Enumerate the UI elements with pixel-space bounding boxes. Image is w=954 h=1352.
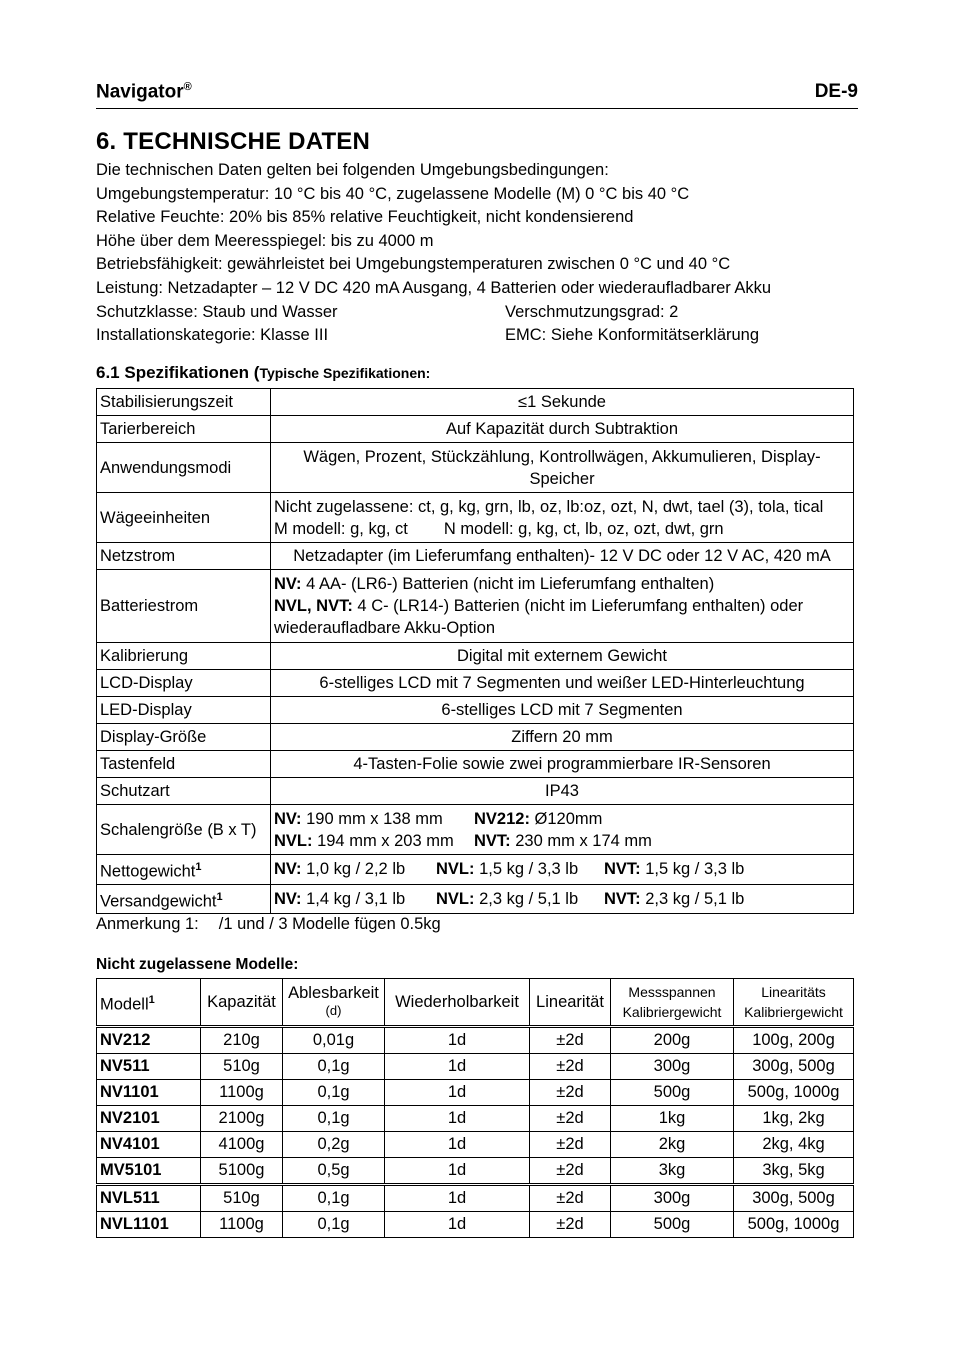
spec-row [97,416,854,443]
spec-value: 6-stelliges LCD mit 7 Segmenten und weißer LED-Hinterleuchtung [271,670,854,697]
spec-value: Wägen, Prozent, Stückzählung, Kontrollwägen, Akkumulieren, Display-Speicher [271,443,854,493]
intro-pair-left: Installationskategorie: Klasse III [96,326,329,345]
spec-key: Tarierbereich [97,416,271,443]
spec-row [97,697,854,724]
cell: 1d [385,1027,530,1054]
model-name: NVL511 [97,1185,201,1212]
col-kapazitaet: Kapazität [201,979,283,1027]
cell: ±2d [530,1185,611,1212]
cell: 2100g [201,1106,283,1132]
intro-line: Umgebungstemperatur: 10 °C bis 40 °C, zugelassene Modelle (M) 0 °C bis 40 °C [96,184,690,203]
table-row [97,1158,854,1185]
intro-line: Leistung: Netzadapter – 12 V DC 420 mA Ausgang, 4 Batterien oder wiederaufladbarer Akku [96,278,772,297]
cell: 100g, 200g [734,1027,854,1054]
cell: 510g [201,1054,283,1080]
cell: 1100g [201,1212,283,1238]
spec-key: LCD-Display [97,670,271,697]
intro-pair-left: Schutzklasse: Staub und Wasser [96,302,338,321]
table-row [97,1054,854,1080]
spec-key: Schutzart [97,778,271,805]
intro-pair-right: Verschmutzungsgrad: 2 [505,302,679,321]
spec-key: Kalibrierung [97,643,271,670]
spec-table [96,388,854,914]
spec-row [97,724,854,751]
environment-conditions [96,159,858,348]
col-wiederholbarkeit: Wiederholbarkeit [385,979,530,1027]
cell: 0,1g [283,1080,385,1106]
cell: 500g [611,1080,734,1106]
header-product-name: Navigator® [96,81,192,103]
cell: 1d [385,1132,530,1158]
table-row [97,1106,854,1132]
intro-line: Höhe über dem Meeresspiegel: bis zu 4000 m [96,231,434,250]
spec-row [97,670,854,697]
models-heading: Nicht zugelassene Modelle: [96,956,299,973]
spec-key: Anwendungsmodi [97,443,271,493]
spec-row [97,855,854,885]
cell: 510g [201,1185,283,1212]
cell: 4100g [201,1132,283,1158]
spec-key: Batteriestrom [97,570,271,643]
cell: ±2d [530,1027,611,1054]
cell: 500g [611,1212,734,1238]
cell: ±2d [530,1106,611,1132]
cell: 3kg [611,1158,734,1185]
spec-value: NV: 1,4 kg / 3,1 lb NVL: 2,3 kg / 5,1 lb NVT: 2,3 kg / 5,1 lb [271,884,854,914]
spec-value: IP43 [271,778,854,805]
cell: ±2d [530,1212,611,1238]
table-row [97,1080,854,1106]
cell: 5100g [201,1158,283,1185]
cell: 1d [385,1158,530,1185]
col-modell: Modell$^1$ [97,979,201,1027]
model-name: NVL1101 [97,1212,201,1238]
spec-row [97,643,854,670]
col-messspannen: Messspannen Kalibriergewicht [611,979,734,1027]
page-header [96,80,858,109]
spec-row [97,389,854,416]
model-name: NV2101 [97,1106,201,1132]
cell: 1d [385,1054,530,1080]
spec-row [97,543,854,570]
col-linearitaet: Linearität [530,979,611,1027]
cell: 300g [611,1185,734,1212]
intro-pair [96,301,858,325]
cell: ±2d [530,1080,611,1106]
spec-key: Wägeeinheiten [97,493,271,543]
intro-pair [96,324,858,348]
cell: 0,1g [283,1054,385,1080]
cell: 0,1g [283,1106,385,1132]
cell: 500g, 1000g [734,1080,854,1106]
spec-value: Netzadapter (im Lieferumfang enthalten)- 12 V DC oder 12 V AC, 420 mA [271,543,854,570]
cell: ±2d [530,1158,611,1185]
table-row [97,1185,854,1212]
col-ablesbarkeit: Ablesbarkeit (d) [283,979,385,1027]
model-name: NV4101 [97,1132,201,1158]
cell: 0,1g [283,1212,385,1238]
models-header-row [97,979,854,1027]
cell: 3kg, 5kg [734,1158,854,1185]
cell: ±2d [530,1132,611,1158]
spec-value: NV: 4 AA- (LR6-) Batterien (nicht im Lieferumfang enthalten) NVL, NVT: 4 C- (LR14-) Batterien (nicht im Lieferumfang enthalten) oder wiederaufladbare Akku-Option [271,570,854,643]
header-page-number: DE-9 [814,81,858,102]
model-name: NV511 [97,1054,201,1080]
intro-pair-right: EMC: Siehe Konformitätserklärung [505,326,760,345]
cell: 1kg, 2kg [734,1106,854,1132]
spec-value: Digital mit externem Gewicht [271,643,854,670]
spec-row [97,805,854,855]
cell: 2kg, 4kg [734,1132,854,1158]
cell: 500g, 1000g [734,1212,854,1238]
spec-value: 4-Tasten-Folie sowie zwei programmierbare IR-Sensoren [271,751,854,778]
footnote: Anmerkung 1: /1 und / 3 Modelle fügen 0.5kg [96,915,441,933]
cell: 200g [611,1027,734,1054]
models-table [96,978,854,1238]
spec-key: LED-Display [97,697,271,724]
table-row [97,1212,854,1238]
spec-value: 6-stelliges LCD mit 7 Segmenten [271,697,854,724]
spec-row [97,570,854,643]
table-row [97,1132,854,1158]
spec-key: Schalengröße (B x T) [97,805,271,855]
spec-key: Tastenfeld [97,751,271,778]
intro-line: Relative Feuchte: 20% bis 85% relative Feuchtigkeit, nicht kondensierend [96,208,634,227]
spec-key: Nettogewicht$^1$ [97,855,271,885]
spec-value: Nicht zugelassene: ct, g, kg, grn, lb, oz, lb:oz, ozt, N, dwt, tael (3), tola, tical M modell: g, kg, ct N modell: g, kg, ct, lb, oz, ozt, dwt, grn [271,493,854,543]
spec-row [97,493,854,543]
spec-value: Auf Kapazität durch Subtraktion [271,416,854,443]
col-linearitaets-kalibrier: Linearitäts Kalibriergewicht [734,979,854,1027]
cell: 300g, 500g [734,1185,854,1212]
cell: 1d [385,1212,530,1238]
spec-key: Stabilisierungszeit [97,389,271,416]
spec-heading: 6.1 Spezifikationen (Typische Spezifikationen: [96,363,431,382]
cell: 300g, 500g [734,1054,854,1080]
spec-row [97,443,854,493]
cell: ±2d [530,1054,611,1080]
spec-value: ≤1 Sekunde [271,389,854,416]
table-row [97,1027,854,1054]
cell: 0,1g [283,1185,385,1212]
spec-value: NV: 1,0 kg / 2,2 lb NVL: 1,5 kg / 3,3 lb NVT: 1,5 kg / 3,3 lb [271,855,854,885]
spec-value: Ziffern 20 mm [271,724,854,751]
cell: 300g [611,1054,734,1080]
cell: 210g [201,1027,283,1054]
spec-key: Netzstrom [97,543,271,570]
model-name: NV212 [97,1027,201,1054]
section-title: 6. TECHNISCHE DATEN [96,128,371,155]
cell: 1100g [201,1080,283,1106]
intro-line: Betriebsfähigkeit: gewährleistet bei Umgebungstemperaturen zwischen 0 °C und 40 °C [96,255,731,274]
cell: 1d [385,1106,530,1132]
cell: 0,2g [283,1132,385,1158]
model-name: NV1101 [97,1080,201,1106]
cell: 1d [385,1080,530,1106]
spec-row [97,884,854,914]
cell: 2kg [611,1132,734,1158]
cell: 0,5g [283,1158,385,1185]
cell: 1d [385,1185,530,1212]
model-name: MV5101 [97,1158,201,1185]
spec-row [97,778,854,805]
spec-value: NV: 190 mm x 138 mm NV212: Ø120mm NVL: 194 mm x 203 mm NVT: 230 mm x 174 mm [271,805,854,855]
spec-key: Versandgewicht$^1$ [97,884,271,914]
cell: 1kg [611,1106,734,1132]
spec-row [97,751,854,778]
spec-key: Display-Größe [97,724,271,751]
intro-line: Die technischen Daten gelten bei folgenden Umgebungsbedingungen: [96,161,609,179]
cell: 0,01g [283,1027,385,1054]
